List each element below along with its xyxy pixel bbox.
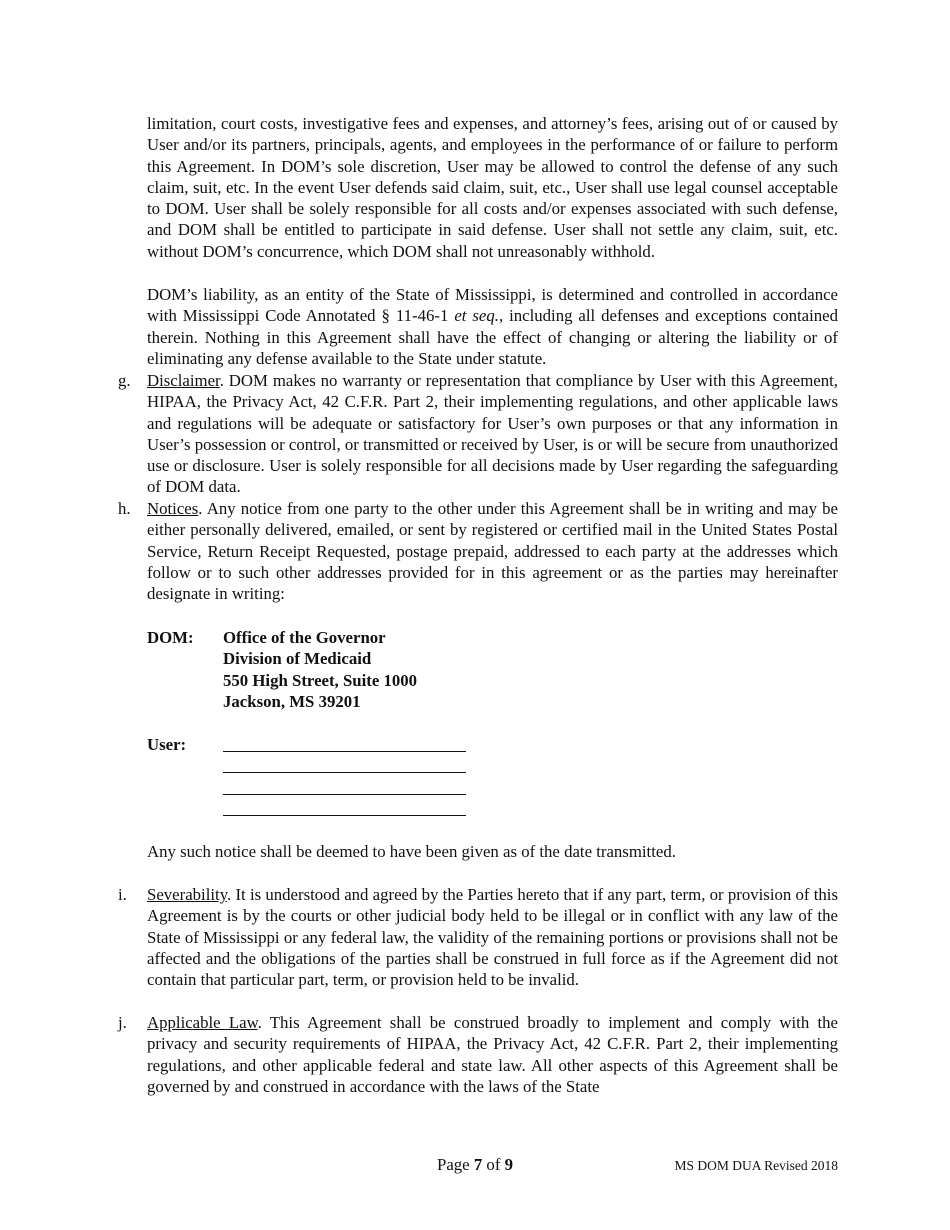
item-j-marker: j. [118, 1013, 127, 1032]
disclaimer-paragraph: Disclaimer. DOM makes no warranty or representation that compliance by User with this Agreement, HIPAA, the Privacy Act, 42 C.F.R. Part 2, their implementing regulations, and other applicable laws and regulations will be adequate or satisfactory for User’s own purposes or that any information in User’s possession or control, or transmitted or received by User, is or will be secure from unauthorized use or disclosure. User is solely responsible for all decisions made by User regarding the safeguarding of DOM data. [147, 371, 838, 497]
notices-heading: Notices [147, 499, 199, 518]
applicable-law-heading: Applicable Law [147, 1013, 258, 1032]
page-number: Page 7 of 9 [437, 1155, 513, 1174]
dom-label: DOM: [147, 628, 194, 647]
dom-address-line: Office of the Governor [223, 628, 386, 647]
user-label: User: [147, 735, 187, 754]
item-g-marker: g. [118, 371, 131, 390]
severability-paragraph: Severability. It is understood and agreed by the Parties hereto that if any part, term, or provision of this Agreement is by the courts or other judicial body held to be illegal or in conflict with any law of the State of Mississippi or any federal law, the validity of the remaining portions or provisions shall not be affected and the obligations of the parties shall be construed in full force as if the Agreement did not contain that particular part, term, or provision held to be invalid. [147, 885, 838, 990]
applicable-law-paragraph: Applicable Law. This Agreement shall be construed broadly to implement and comply with the privacy and security requirements of HIPAA, the Privacy Act, 42 C.F.R. Part 2, their implementing regulations, and other applicable federal and state law. All other aspects of this Agreement shall be governed by and construed in accordance with the laws of the State [147, 1013, 839, 1096]
item-h-marker: h. [118, 499, 131, 518]
user-address-blank-line [223, 794, 466, 795]
item-i-marker: i. [118, 885, 127, 904]
user-address-blank-line [223, 751, 466, 752]
dom-address-line: 550 High Street, Suite 1000 [223, 670, 418, 690]
disclaimer-heading: Disclaimer [147, 371, 220, 390]
user-address-blank-line [223, 772, 466, 773]
user-address-blank-line [223, 815, 466, 816]
dom-address-line: Division of Medicaid [223, 649, 372, 669]
revision-note: MS DOM DUA Revised 2018 [674, 1158, 838, 1173]
notices-paragraph: Notices. Any notice from one party to the other under this Agreement shall be in writing and may be either personally delivered, emailed, or sent by registered or certified mail in the United States Postal Service, Return Receipt Requested, postage prepaid, addressed to each party at the addresses which follow or to such other addresses provided for in this agreement or as the parties may hereinafter designate in writing: [147, 499, 838, 604]
liability-paragraph: DOM’s liability, as an entity of the State of Mississippi, is determined and controlled in accordance with Mississippi Code Annotated § 11-46-1 et seq., including all defenses and exceptions contained therein. Nothing in this Agreement shall have the effect of changing or altering the liability or of eliminating any defense available to the State under statute. [147, 285, 839, 368]
indemnification-paragraph: limitation, court costs, investigative fees and expenses, and attorney’s fees, arising out of or caused by User and/or its partners, principals, agents, and employees in the performance of or failure to perform this Agreement. In DOM’s sole discretion, User may be allowed to control the defense of any such claim, suit, etc. In the event User defends said claim, suit, etc., User shall use legal counsel acceptable to DOM. User shall be solely responsible for all costs and/or expenses associated with such defense, and DOM shall be entitled to participate in said defense. User shall not settle any claim, suit, etc. without DOM’s concurrence, which DOM shall not unreasonably withhold. [147, 114, 838, 261]
severability-heading: Severability [147, 885, 227, 904]
notice-deemed-text: Any such notice shall be deemed to have been given as of the date transmitted. [147, 842, 676, 861]
dom-address-block [223, 627, 417, 712]
dom-address-line: Jackson, MS 39201 [223, 691, 361, 711]
